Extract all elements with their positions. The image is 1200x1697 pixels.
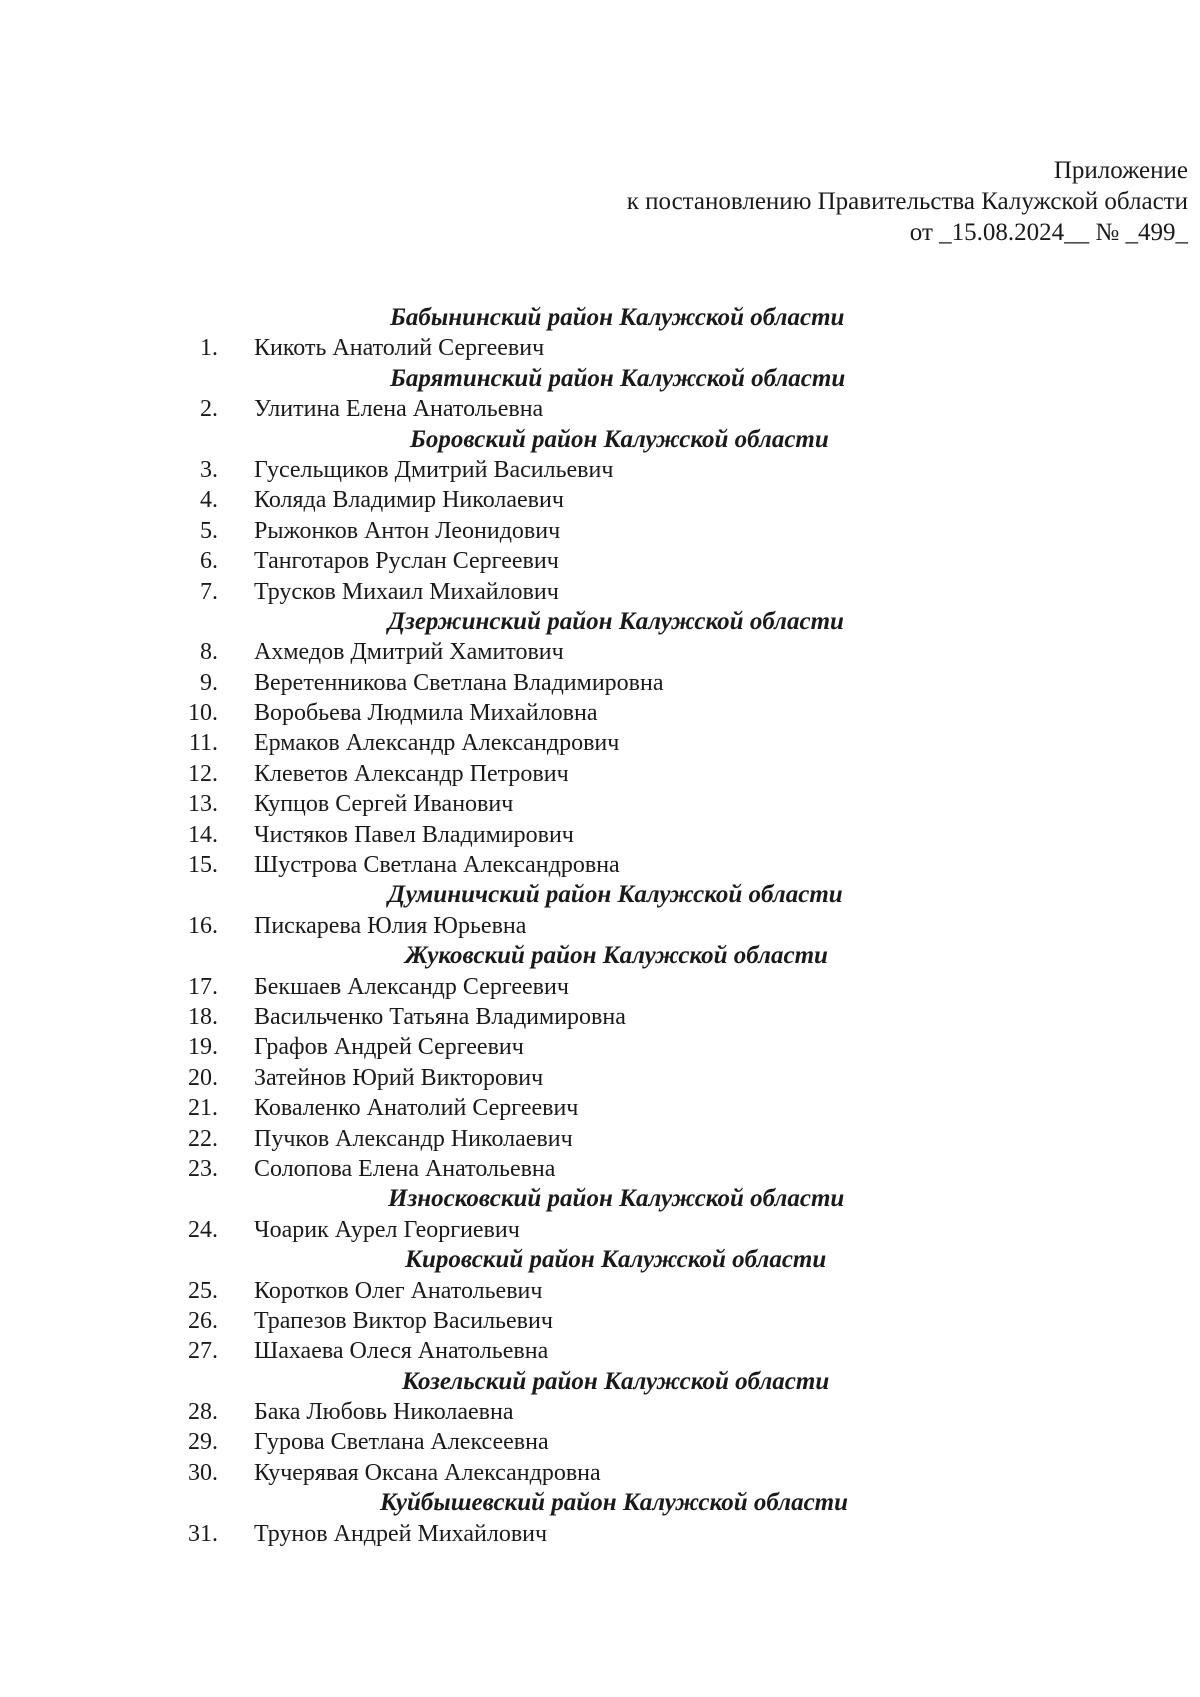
- district-heading-text: Барятинский район Калужской области: [390, 364, 846, 392]
- person-name: Бака Любовь Николаевна: [254, 1399, 514, 1426]
- item-number: 9.: [200, 669, 218, 696]
- list-item: [0, 1458, 1200, 1488]
- district-heading-text: Дзержинский район Калужской области: [388, 607, 844, 635]
- district-heading: [0, 880, 1200, 910]
- item-number: 28.: [188, 1399, 218, 1426]
- person-name: Графов Андрей Сергеевич: [254, 1034, 524, 1061]
- person-name: Купцов Сергей Иванович: [254, 791, 514, 818]
- district-heading-text: Козельский район Калужской области: [402, 1367, 830, 1395]
- person-name: Трунов Андрей Михайлович: [254, 1520, 548, 1547]
- item-number: 13.: [188, 791, 218, 818]
- appendix-resolution: к постановлению Правительства Калужской области: [626, 188, 1188, 215]
- item-number: 7.: [200, 578, 218, 605]
- list-item: [0, 820, 1200, 850]
- district-heading-text: Боровский район Калужской области: [410, 425, 829, 453]
- item-number: 26.: [188, 1307, 218, 1334]
- person-name: Коваленко Анатолий Сергеевич: [254, 1095, 579, 1122]
- district-heading: [0, 941, 1200, 971]
- list-item: [0, 1336, 1200, 1366]
- person-name: Солопова Елена Анатольевна: [254, 1155, 556, 1182]
- item-number: 6.: [200, 548, 218, 575]
- person-name: Рыжонков Антон Леонидович: [254, 517, 561, 544]
- list-item: [0, 546, 1200, 576]
- item-number: 25.: [188, 1277, 218, 1304]
- person-name: Гурова Светлана Алексеевна: [254, 1429, 549, 1456]
- list-item: [0, 1124, 1200, 1154]
- person-name: Коротков Олег Анатольевич: [254, 1277, 543, 1304]
- district-heading: [0, 303, 1200, 333]
- person-name: Шахаева Олеся Анатольевна: [254, 1338, 549, 1365]
- item-number: 5.: [200, 517, 218, 544]
- item-number: 20.: [188, 1064, 218, 1091]
- list-item: [0, 1093, 1200, 1123]
- district-heading: [0, 425, 1200, 455]
- item-number: 1.: [200, 335, 218, 362]
- district-heading-text: Жуковский район Калужской области: [405, 942, 828, 970]
- person-name: Чистяков Павел Владимирович: [254, 821, 574, 848]
- person-name: Трапезов Виктор Васильевич: [254, 1307, 553, 1334]
- item-number: 29.: [188, 1429, 218, 1456]
- list-item: [0, 728, 1200, 758]
- list-item: [0, 1215, 1200, 1245]
- district-heading-text: Бабынинский район Калужской области: [390, 304, 845, 331]
- list-item: [0, 1276, 1200, 1306]
- person-name: Улитина Елена Анатольевна: [254, 396, 544, 423]
- person-name: Веретенникова Светлана Владимировна: [254, 669, 664, 696]
- appendix-label: Приложение: [1053, 157, 1188, 184]
- item-number: 17.: [188, 973, 218, 1000]
- item-number: 11.: [188, 730, 218, 757]
- person-name: Затейнов Юрий Викторович: [254, 1064, 544, 1091]
- item-number: 2.: [200, 396, 218, 423]
- list-item: [0, 333, 1200, 363]
- list-item: [0, 1427, 1200, 1457]
- item-number: 24.: [188, 1216, 218, 1243]
- list-item: [0, 668, 1200, 698]
- item-number: 31.: [188, 1520, 218, 1547]
- item-number: 18.: [188, 1003, 218, 1030]
- item-number: 30.: [188, 1459, 218, 1486]
- list-item: [0, 1063, 1200, 1093]
- item-number: 27.: [188, 1338, 218, 1365]
- district-heading-text: Куйбышевский район Калужской области: [380, 1489, 849, 1517]
- item-number: 22.: [188, 1125, 218, 1152]
- list-item: [0, 911, 1200, 941]
- person-name: Ермаков Александр Александрович: [254, 730, 620, 757]
- item-number: 10.: [188, 700, 218, 727]
- list-item: [0, 455, 1200, 485]
- item-number: 23.: [188, 1155, 218, 1182]
- item-number: 21.: [188, 1095, 218, 1122]
- list-item: [0, 789, 1200, 819]
- list-item: [0, 1002, 1200, 1032]
- item-number: 15.: [188, 852, 218, 879]
- district-heading-text: Кировский район Калужской области: [405, 1246, 827, 1274]
- list-item: [0, 759, 1200, 789]
- person-name: Пискарева Юлия Юрьевна: [254, 912, 527, 939]
- district-heading: [0, 607, 1200, 637]
- person-name: Коляда Владимир Николаевич: [254, 487, 564, 514]
- item-number: 4.: [200, 487, 218, 514]
- person-name: Шустрова Светлана Александровна: [254, 852, 620, 879]
- list-item: [0, 1154, 1200, 1184]
- list-item: [0, 1306, 1200, 1336]
- list-item: [0, 850, 1200, 880]
- item-number: 3.: [200, 456, 218, 483]
- list-item: [0, 1519, 1200, 1549]
- person-name: Ахмедов Дмитрий Хамитович: [254, 639, 564, 666]
- district-heading: [0, 1488, 1200, 1518]
- list-item: [0, 1397, 1200, 1427]
- district-heading: [0, 364, 1200, 394]
- district-heading-text: Износковский район Калужской области: [388, 1185, 845, 1213]
- district-heading-text: Думиничский район Калужской области: [388, 881, 843, 909]
- list-item: [0, 972, 1200, 1002]
- person-name: Кучерявая Оксана Александровна: [254, 1459, 601, 1486]
- list-item: [0, 1032, 1200, 1062]
- item-number: 14.: [188, 821, 218, 848]
- item-number: 16.: [188, 912, 218, 939]
- district-heading: [0, 1184, 1200, 1214]
- district-heading: [0, 1245, 1200, 1275]
- list-item: [0, 485, 1200, 515]
- district-heading: [0, 1367, 1200, 1397]
- person-name: Трусков Михаил Михайлович: [254, 578, 559, 605]
- person-name: Клеветов Александр Петрович: [254, 760, 569, 787]
- person-name: Васильченко Татьяна Владимировна: [254, 1003, 626, 1030]
- item-number: 8.: [200, 639, 218, 666]
- person-name: Кикоть Анатолий Сергеевич: [254, 335, 545, 362]
- appendix-header: [627, 155, 1188, 248]
- person-name: Бекшаев Александр Сергеевич: [254, 973, 569, 1000]
- list-item: [0, 394, 1200, 424]
- person-name: Пучков Александр Николаевич: [254, 1125, 573, 1152]
- person-name: Гусельщиков Дмитрий Васильевич: [254, 456, 614, 483]
- list-item: [0, 637, 1200, 667]
- list-item: [0, 516, 1200, 546]
- people-list: [0, 303, 1200, 1549]
- list-item: [0, 577, 1200, 607]
- list-item: [0, 698, 1200, 728]
- person-name: Воробьева Людмила Михайловна: [254, 700, 598, 727]
- person-name: Танготаров Руслан Сергеевич: [254, 548, 559, 575]
- appendix-date-number: от _15.08.2024__ № _499_: [909, 219, 1188, 246]
- person-name: Чоарик Аурел Георгиевич: [254, 1216, 520, 1243]
- item-number: 12.: [188, 760, 218, 787]
- item-number: 19.: [188, 1034, 218, 1061]
